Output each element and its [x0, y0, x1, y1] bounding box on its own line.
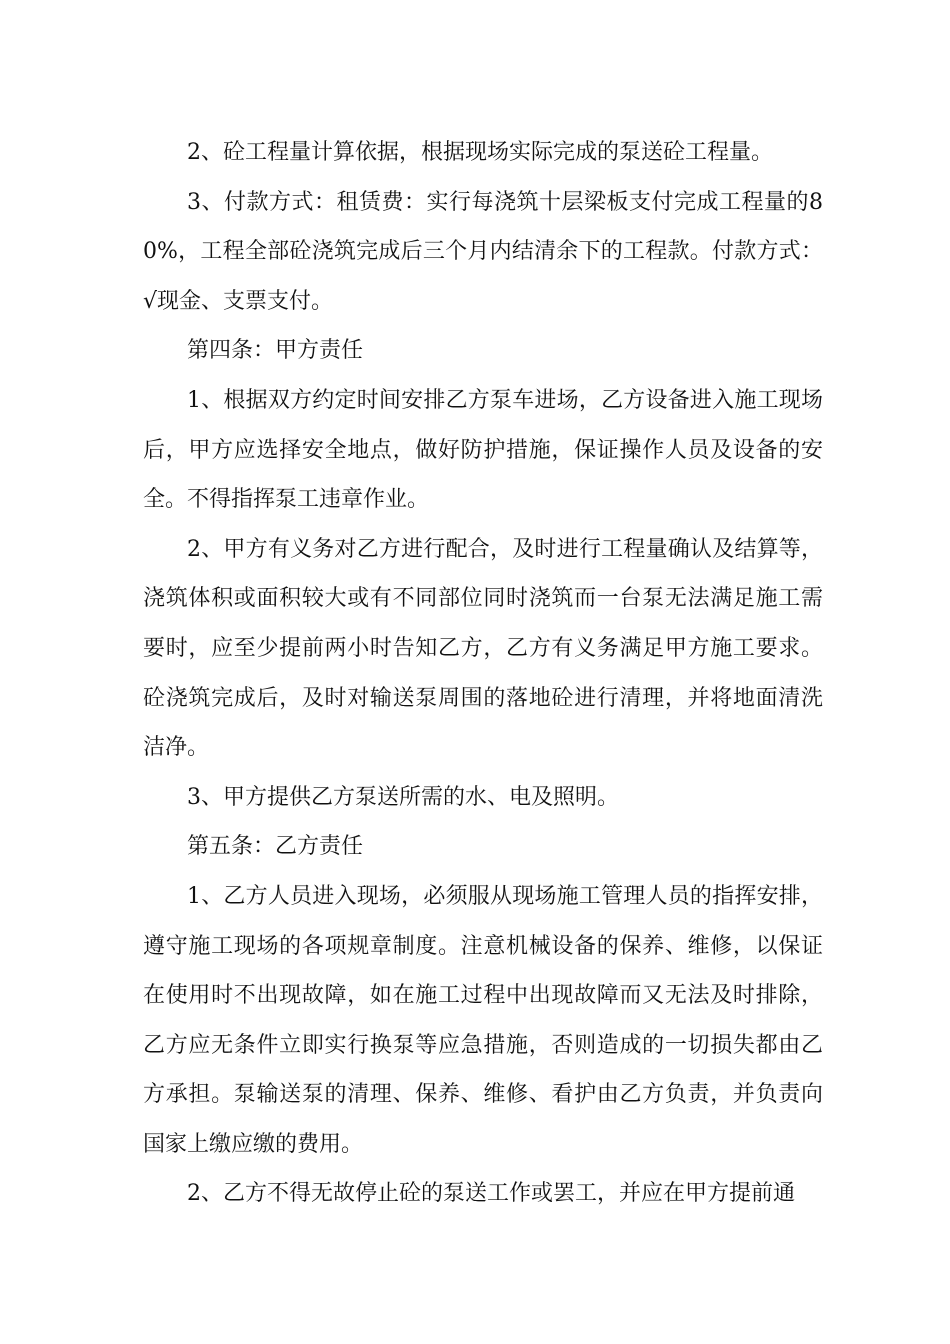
paragraph-party-a-duty-3: 3、甲方提供乙方泵送所需的水、电及照明。: [187, 784, 619, 810]
paragraph-concrete-quantity-basis: 2、砼工程量计算依据，根据现场实际完成的泵送砼工程量。: [187, 140, 773, 165]
paragraph-payment-method: 3、付款方式：租赁费：实行每浇筑十层梁板支付完成工程量的80%，工程全部砼浇筑完成后三个月内结清余下的工程款。付款方式：√现金、支票支付。: [143, 189, 823, 314]
heading-article-four: 第四条：甲方责任: [187, 338, 364, 364]
paragraph-party-b-duty-1: 1、乙方人员进入现场，必须服从现场施工管理人员的指挥安排，遵守施工现场的各项规章制度。注意机械设备的保养、维修，以保证在使用时不出现故障，如在施工过程中出现故障而又无法及时排除，乙方应无条件立即实行换泵等应急措施，否则造成的一切损失都由乙方承担。泵输送泵的清理、保养、维修、看护由乙方负责，并负责向国家上缴应缴的费用。: [143, 883, 823, 1157]
document-body: [143, 128, 823, 1219]
paragraph-party-a-duty-2: 2、甲方有义务对乙方进行配合，及时进行工程量确认及结算等，浇筑体积或面积较大或有不同部位同时浇筑而一台泵无法满足施工需要时，应至少提前两小时告知乙方，乙方有义务满足甲方施工要求。砼浇筑完成后，及时对输送泵周围的落地砼进行清理，并将地面清洗洁净。: [143, 536, 823, 761]
paragraph-party-b-duty-2: 2、乙方不得无故停止砼的泵送工作或罢工，并应在甲方提前通: [187, 1181, 795, 1207]
paragraph-party-a-duty-1: 1、根据双方约定时间安排乙方泵车进场，乙方设备进入施工现场后，甲方应选择安全地点，做好防护措施，保证操作人员及设备的安全。不得指挥泵工违章作业。: [143, 387, 823, 513]
heading-article-five: 第五条：乙方责任: [187, 834, 364, 860]
